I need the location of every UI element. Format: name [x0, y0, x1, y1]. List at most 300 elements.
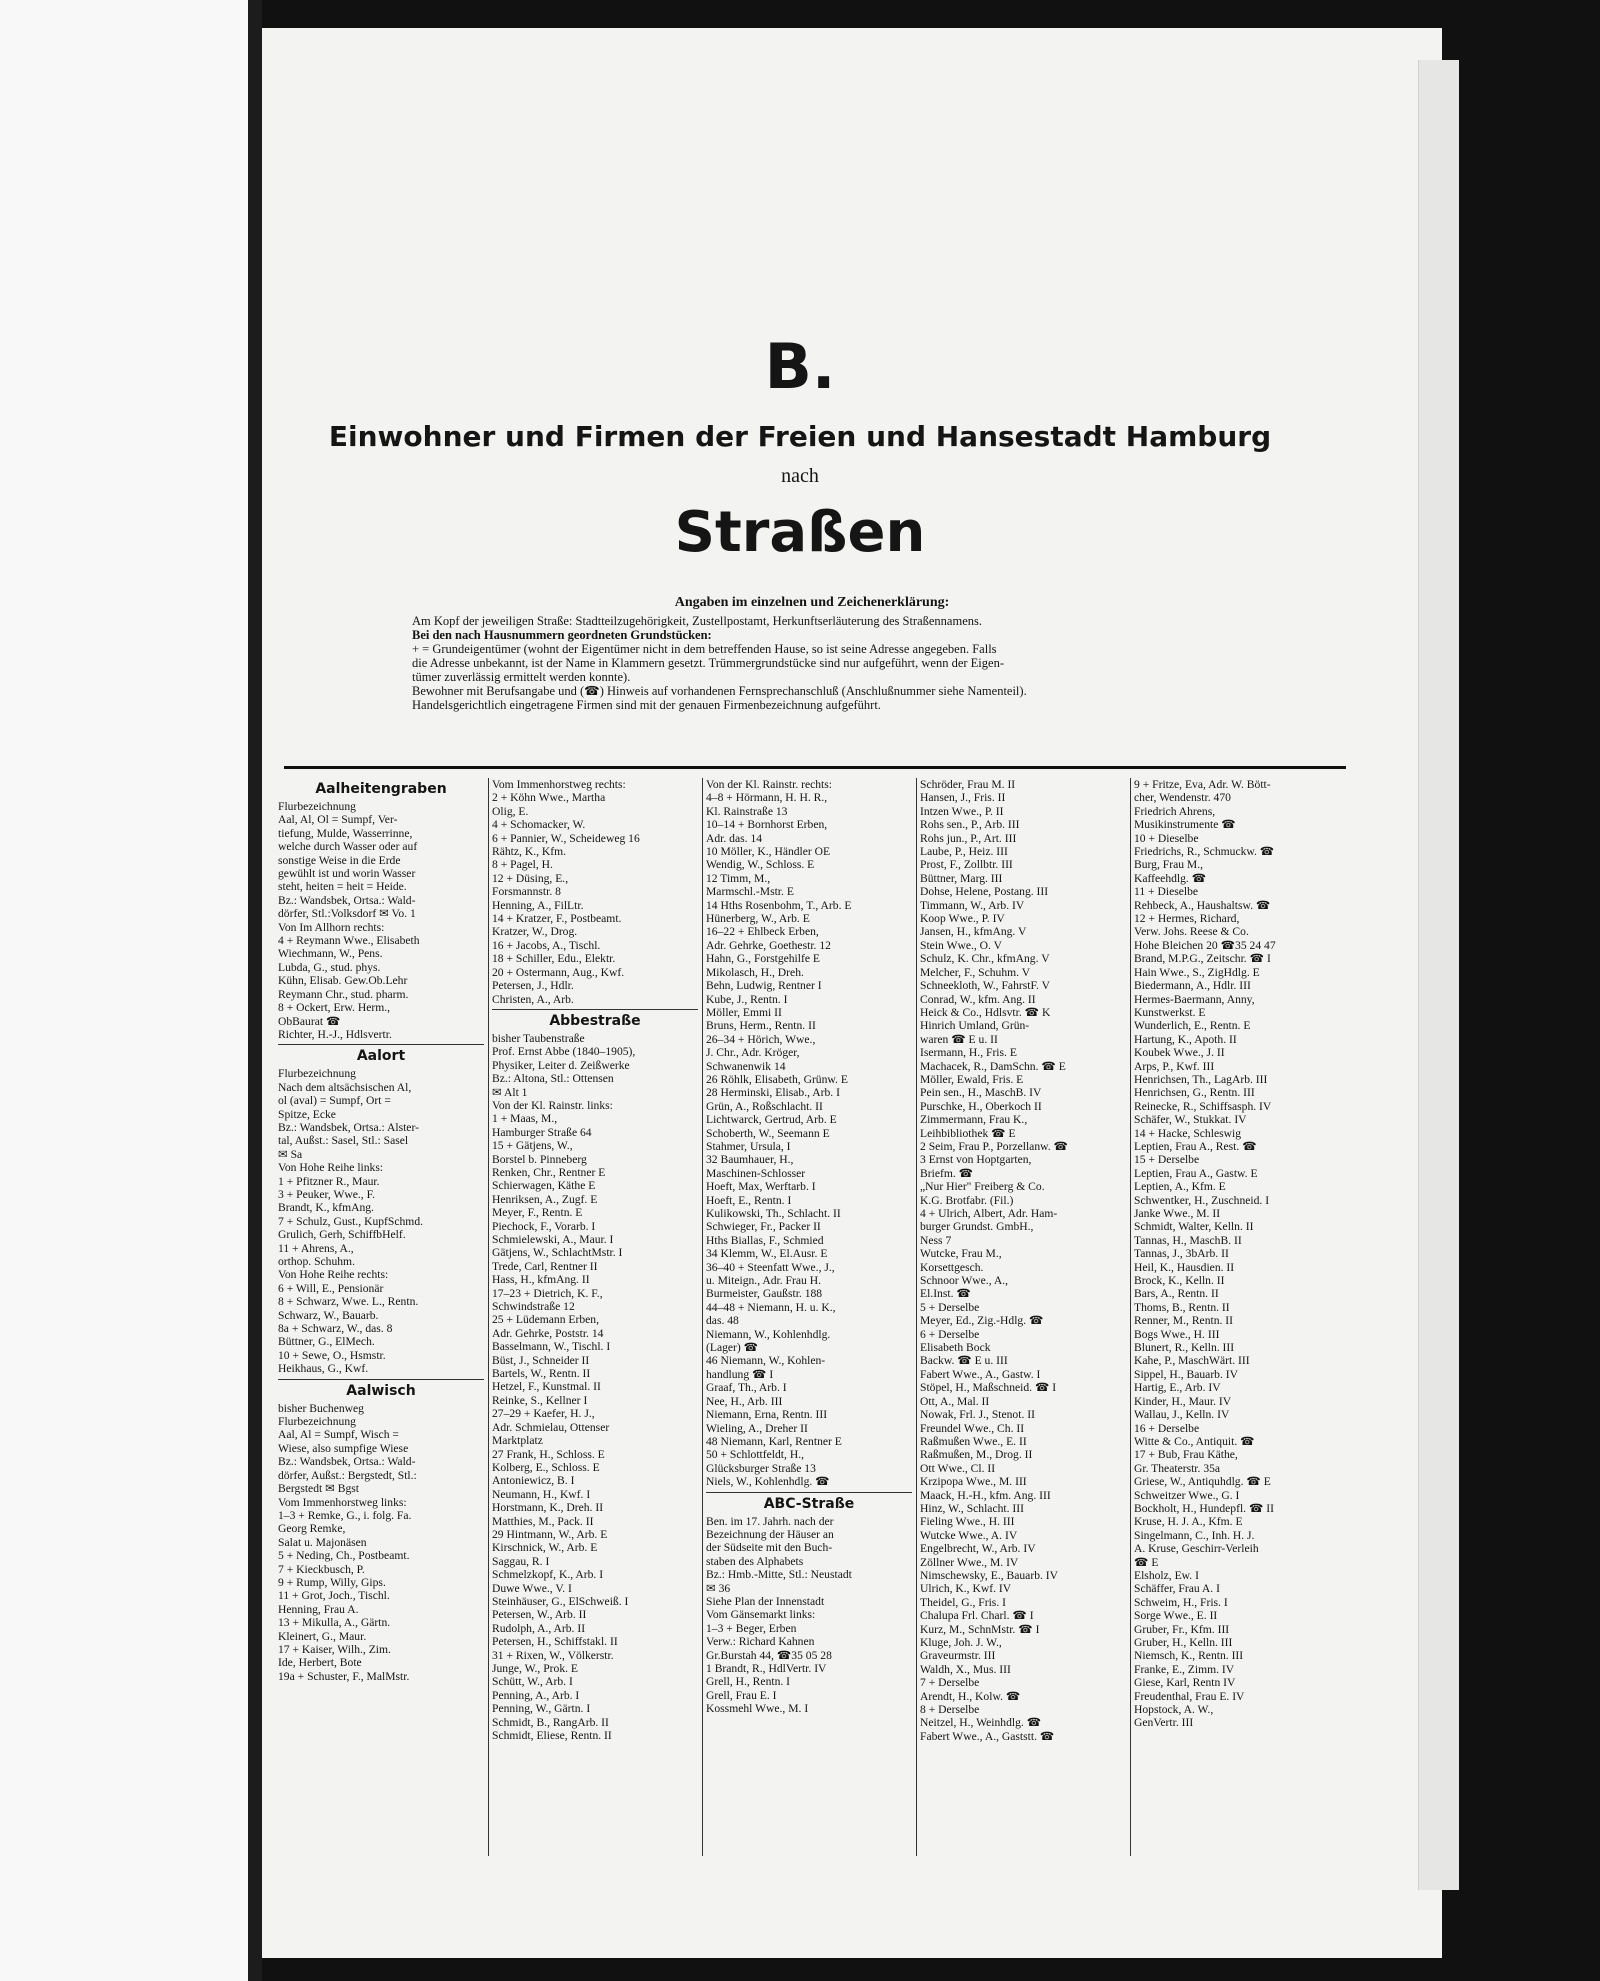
- entry-line: Lubda, G., stud. phys.: [278, 960, 381, 974]
- entry-line: Schmidt, B., RangArb. II: [492, 1715, 609, 1729]
- entry-line: 16 + Derselbe: [1134, 1421, 1200, 1435]
- entry-line: 12 Timm, M.,: [706, 871, 771, 885]
- entry-line: handlung ☎ I: [706, 1367, 774, 1381]
- entry-line: Maack, H.-H., kfm. Ang. III: [920, 1488, 1051, 1502]
- entry-line: Nowak, Frl. J., Stenot. II: [920, 1408, 1035, 1422]
- entry-line: Ben. im 17. Jahrh. nach der: [706, 1514, 834, 1528]
- entry-line: Friedrichs, R., Schmuckw. ☎: [1134, 845, 1275, 859]
- entry-line: cher, Wendenstr. 470: [1134, 791, 1231, 805]
- entry-line: Prof. Ernst Abbe (1840–1905),: [492, 1045, 636, 1059]
- entry-line: 7 + Derselbe: [920, 1676, 980, 1690]
- entry-line: Musikinstrumente ☎: [1134, 818, 1236, 832]
- entry-line: Machacek, R., DamSchn. ☎ E: [920, 1059, 1066, 1073]
- entry-line: Steinhäuser, G., ElSchweiß. I: [492, 1594, 629, 1608]
- entry-line: 44–48 + Niemann, H. u. K.,: [706, 1300, 836, 1314]
- entry-line: ✉ Sa: [278, 1147, 303, 1161]
- entry-line: Friedrich Ahrens,: [1134, 804, 1216, 818]
- entry-line: Schmidt, Walter, Kelln. II: [1134, 1220, 1254, 1234]
- entry-line: Von der Kl. Rainstr. rechts:: [706, 778, 833, 791]
- entry-line: Tannas, J., 3bArb. II: [1134, 1247, 1229, 1261]
- entry-line: Flurbezeichnung: [278, 800, 356, 813]
- entry-line: 4 + Schomacker, W.: [492, 818, 586, 832]
- entry-line: Schäffer, Frau A. I: [1134, 1582, 1220, 1596]
- entry-line: Bruns, Herm., Rentn. II: [706, 1019, 816, 1033]
- entry-line: Fabert Wwe., A., Gaststt. ☎: [920, 1729, 1055, 1743]
- street-separator: [492, 1009, 698, 1010]
- entry-line: 1 + Pfitzner R., Maur.: [278, 1174, 380, 1188]
- entry-line: 18 + Schiller, Edu., Elektr.: [492, 952, 616, 966]
- entry-line: Henrichsen, G., Rentn. III: [1134, 1086, 1255, 1100]
- entry-line: 29 Hintmann, W., Arb. E: [492, 1527, 608, 1541]
- entry-line: Schnoor Wwe., A.,: [920, 1274, 1009, 1288]
- entry-line: Zimmermann, Frau K.,: [920, 1113, 1028, 1127]
- entry-line: Kaffeehdlg. ☎: [1134, 871, 1207, 885]
- legend-line: Am Kopf der jeweiligen Straße: Stadtteilzugehörigkeit, Zustellpostamt, Herkunftserläuterung des Straßennamens.: [412, 614, 982, 628]
- entry-line: Schmidt, Eliese, Rentn. II: [492, 1729, 612, 1743]
- entry-line: Meyer, Ed., Zig.-Hdlg. ☎: [920, 1314, 1044, 1328]
- entry-line: Von Im Allhorn rechts:: [278, 920, 385, 934]
- entry-line: Piechock, F., Vorarb. I: [492, 1219, 596, 1233]
- entry-line: Kluge, Joh. J. W.,: [920, 1636, 1002, 1649]
- entry-line: Saggau, R. I: [492, 1554, 550, 1568]
- entry-line: Burg, Frau M.,: [1134, 858, 1204, 872]
- entry-line: 5 + Derselbe: [920, 1300, 980, 1314]
- entry-line: Meyer, F., Rentn. E: [492, 1206, 583, 1220]
- entry-line: Flurbezeichnung: [278, 1067, 356, 1081]
- entry-line: Grell, Frau E. I: [706, 1688, 777, 1702]
- entry-line: Ott Wwe., Cl. II: [920, 1461, 996, 1475]
- entry-line: Olig, E.: [492, 804, 529, 818]
- entry-line: Bz.: Wandsbek, Ortsa.: Alster-: [278, 1120, 419, 1134]
- entry-line: 17 + Bub, Frau Käthe,: [1134, 1448, 1238, 1462]
- section-letter: B.: [764, 330, 836, 403]
- entry-line: Duwe Wwe., V. I: [492, 1581, 572, 1595]
- entry-line: bisher Buchenweg: [278, 1401, 364, 1415]
- entry-line: Chalupa Frl. Charl. ☎ I: [920, 1609, 1034, 1623]
- entry-line: Fieling Wwe., H. III: [920, 1515, 1015, 1529]
- entry-line: 14 Hths Rosenbohm, T., Arb. E: [706, 898, 852, 912]
- entry-line: Leptien, Frau A., Rest. ☎: [1134, 1139, 1257, 1153]
- entry-line: Leptien, A., Kfm. E: [1134, 1180, 1226, 1194]
- entry-line: der Südseite mit den Buch-: [706, 1541, 833, 1555]
- entry-line: Lichtwarck, Gertrud, Arb. E: [706, 1113, 837, 1127]
- entry-line: Ness 7: [920, 1233, 952, 1247]
- entry-line: Verw.: Richard Kahnen: [706, 1635, 815, 1649]
- entry-line: Hetzel, F., Kunstmal. II: [492, 1380, 601, 1394]
- entry-line: Franke, E., Zimm. IV: [1134, 1662, 1235, 1676]
- entry-line: Wiese, also sumpfige Wiese: [278, 1441, 409, 1455]
- column-divider: [916, 778, 917, 1856]
- entry-line: Schwanenwik 14: [706, 1059, 786, 1073]
- entry-line: Timmann, W., Arb. IV: [920, 898, 1025, 912]
- entry-line: Nee, H., Arb. III: [706, 1394, 783, 1408]
- entry-line: 1–3 + Beger, Erben: [706, 1621, 797, 1635]
- column-3: [706, 778, 912, 1858]
- entry-line: Stahmer, Ursula, I: [706, 1139, 791, 1153]
- entry-line: waren ☎ E u. II: [920, 1032, 998, 1046]
- entry-line: Gr. Theaterstr. 35a: [1134, 1461, 1221, 1475]
- entry-line: das. 48: [706, 1314, 739, 1328]
- scan-margin: [0, 0, 248, 1981]
- entry-line: Kube, J., Rentn. I: [706, 992, 788, 1006]
- entry-line: Burmeister, Gaußstr. 188: [706, 1287, 823, 1301]
- entry-line: Marmschl.-Mstr. E: [706, 885, 794, 899]
- entry-line: Raßmußen, M., Drog. II: [920, 1448, 1033, 1462]
- entry-line: Matthies, M., Pack. II: [492, 1514, 594, 1528]
- entry-line: Korsettgesch.: [920, 1260, 984, 1274]
- entry-line: Adr. Gehrke, Goethestr. 12: [706, 938, 831, 952]
- entry-line: Physiker, Leiter d. Zeißwerke: [492, 1058, 630, 1072]
- entry-line: Behn, Ludwig, Rentner I: [706, 979, 822, 993]
- entry-line: 48 Niemann, Karl, Rentner E: [706, 1434, 842, 1448]
- entry-line: Raßmußen Wwe., E. II: [920, 1434, 1027, 1448]
- entry-line: Hamburger Straße 64: [492, 1125, 592, 1139]
- entry-line: Kleinert, G., Maur.: [278, 1629, 367, 1643]
- entry-line: Gr.Burstah 44, ☎35 05 28: [706, 1648, 832, 1662]
- entry-line: Richter, H.-J., Hdlsvertr.: [278, 1027, 392, 1041]
- street-separator: [278, 1044, 484, 1045]
- legend-heading: Angaben im einzelnen und Zeichenerklärung:: [674, 595, 950, 610]
- entry-line: Krzipopa Wwe., M. III: [920, 1475, 1027, 1489]
- entry-line: Schneekloth, W., FahrstF. V: [920, 979, 1050, 993]
- entry-line: Aal, Al = Sumpf, Wisch =: [278, 1428, 399, 1442]
- entry-line: 11 + Ahrens, A.,: [278, 1241, 354, 1255]
- entry-line: Brand, M.P.G., Zeitschr. ☎ I: [1134, 952, 1271, 966]
- entry-line: Brandt, K., kfmAng.: [278, 1201, 374, 1215]
- entry-line: 1 + Maas, M.,: [492, 1112, 558, 1126]
- entry-line: Büttner, G., ElMech.: [278, 1335, 375, 1349]
- entry-line: 10 + Dieselbe: [1134, 831, 1199, 845]
- entry-line: K.G. Brotfabr. (Fil.): [920, 1193, 1014, 1207]
- column-divider: [1130, 778, 1131, 1856]
- entry-line: Neumann, H., Kwf. I: [492, 1487, 591, 1501]
- entry-line: Grün, A., Roßschlacht. II: [706, 1099, 823, 1113]
- legend-line: tümer zuverlässig ermittelt werden konnte).: [412, 670, 631, 684]
- street-separator: [706, 1492, 912, 1493]
- entry-line: Gruber, H., Kelln. III: [1134, 1636, 1233, 1649]
- entry-line: Wutcke Wwe., A. IV: [920, 1528, 1018, 1542]
- legend-line: Bewohner mit Berufsangabe und (☎) Hinweis auf vorhandenen Fernsprechanschluß (Anschlußnummer siehe Namenteil).: [412, 684, 1027, 698]
- entry-line: Kossmehl Wwe., M. I: [706, 1702, 809, 1716]
- entry-line: Basselmann, W., Tischl. I: [492, 1340, 611, 1354]
- entry-line: 46 Niemann, W., Kohlen-: [706, 1354, 826, 1368]
- entry-line: Mikolasch, H., Dreh.: [706, 965, 804, 979]
- entry-line: 9 + Rump, Willy, Gips.: [278, 1575, 386, 1589]
- entry-line: Bartels, W., Rentn. II: [492, 1367, 591, 1381]
- entry-line: u. Miteign., Adr. Frau H.: [706, 1274, 821, 1288]
- entry-line: Bz.: Wandsbek, Ortsa.: Wald-: [278, 1455, 416, 1469]
- entry-line: Dohse, Helene, Postang. III: [920, 885, 1049, 899]
- entry-line: 7 + Kieckbusch, P.: [278, 1562, 365, 1576]
- entry-line: Hermes-Baermann, Anny,: [1134, 992, 1255, 1006]
- entry-line: Trede, Carl, Rentner II: [492, 1259, 598, 1273]
- entry-line: Leihbibliothek ☎ E: [920, 1126, 1016, 1140]
- entry-line: dörfer, Außst.: Bergstedt, Stl.:: [278, 1468, 417, 1482]
- entry-line: Petersen, H., Schiffstakl. II: [492, 1635, 618, 1649]
- entry-line: Gruber, Fr., Kfm. III: [1134, 1622, 1230, 1636]
- entry-line: Maschinen-Schlosser: [706, 1166, 806, 1180]
- entry-line: gewühlt ist und worin Wasser: [278, 867, 416, 881]
- entry-line: Ott, A., Mal. II: [920, 1394, 990, 1408]
- entry-line: 10–14 + Bornhorst Erben,: [706, 818, 828, 832]
- entry-line: 6 + Pannier, W., Scheideweg 16: [492, 831, 640, 845]
- entry-line: bisher Taubenstraße: [492, 1031, 585, 1045]
- legend-line: die Adresse unbekannt, ist der Name in Klammern gesetzt. Trümmergrundstücke sind nur aufgeführt, wenn der Eigen-: [412, 656, 1004, 670]
- entry-line: Wallau, J., Kelln. IV: [1134, 1408, 1230, 1422]
- entry-line: Koubek Wwe., J. II: [1134, 1046, 1225, 1060]
- entry-line: Kühn, Elisab. Gew.Ob.Lehr: [278, 974, 408, 988]
- entry-line: Hopstock, A. W.,: [1134, 1703, 1214, 1717]
- entry-line: 10 Möller, K., Händler OE: [706, 845, 831, 859]
- entry-line: „Nur Hier" Freiberg & Co.: [920, 1180, 1045, 1194]
- entry-line: Kurz, M., SchnMstr. ☎ I: [920, 1622, 1040, 1636]
- entry-line: Rähtz, K., Kfm.: [492, 845, 567, 859]
- column-1: [278, 778, 484, 1858]
- entry-line: Henrichsen, Th., LagArb. III: [1134, 1072, 1268, 1086]
- entry-line: Bogs Wwe., H. III: [1134, 1327, 1220, 1341]
- entry-line: 6 + Derselbe: [920, 1327, 980, 1341]
- entry-line: ☎ E: [1134, 1555, 1159, 1569]
- column-5: [1134, 778, 1340, 1858]
- column-divider: [702, 778, 703, 1856]
- entry-line: Laube, P., Heiz. III: [920, 845, 1008, 859]
- entry-line: 27 Frank, H., Schloss. E: [492, 1447, 605, 1461]
- entry-line: (Lager) ☎: [706, 1341, 759, 1355]
- entry-line: Bz.: Hmb.-Mitte, Stl.: Neustadt: [706, 1568, 852, 1582]
- entry-line: Sorge Wwe., E. II: [1134, 1609, 1218, 1623]
- entry-line: 20 + Ostermann, Aug., Kwf.: [492, 965, 625, 979]
- entry-line: steht, heiten = heit = Heide.: [278, 880, 407, 894]
- entry-line: Von der Kl. Rainstr. links:: [492, 1098, 613, 1112]
- entry-line: 26–34 + Hörich, Wwe.,: [706, 1032, 816, 1046]
- entry-line: Niels, W., Kohlenhdlg. ☎: [706, 1475, 830, 1489]
- entry-line: Witte & Co., Antiquit. ☎: [1134, 1434, 1255, 1448]
- entry-line: burger Grundst. GmbH.,: [920, 1220, 1034, 1234]
- entry-line: Schwarz, W., Bauarb.: [278, 1308, 379, 1322]
- legend: [412, 596, 1212, 712]
- entry-line: Singelmann, C., Inh. H. J.: [1134, 1528, 1255, 1542]
- entry-line: Hinz, W., Schlacht. III: [920, 1501, 1024, 1515]
- entry-line: Adr. Schmielau, Ottenser: [492, 1420, 610, 1434]
- entry-line: Tannas, H., MaschB. II: [1134, 1233, 1242, 1247]
- entry-line: 1 Brandt, R., HdlVertr. IV: [706, 1662, 827, 1675]
- entry-line: Horstmann, K., Dreh. II: [492, 1501, 604, 1515]
- entry-line: 8 + Derselbe: [920, 1703, 980, 1717]
- entry-line: Bz.: Wandsbek, Ortsa.: Wald-: [278, 893, 416, 907]
- entry-line: Reymann Chr., stud. pharm.: [278, 987, 409, 1001]
- entry-line: Leptien, Frau A., Gastw. E: [1134, 1166, 1258, 1180]
- entry-line: Bars, A., Rentn. II: [1134, 1287, 1219, 1301]
- entry-line: Nimschewsky, E., Bauarb. IV: [920, 1568, 1059, 1582]
- entry-line: 8 + Pagel, H.: [492, 858, 553, 872]
- entry-line: Hths Biallas, F., Schmied: [706, 1233, 824, 1247]
- entry-line: Schwieger, Fr., Packer II: [706, 1220, 821, 1234]
- entry-line: Heil, K., Hausdien. II: [1134, 1260, 1235, 1274]
- entry-line: Heick & Co., Hdlsvtr. ☎ K: [920, 1005, 1051, 1019]
- entry-line: orthop. Schuhm.: [278, 1255, 355, 1268]
- entry-line: Möller, Ewald, Fris. E: [920, 1072, 1024, 1086]
- street-heading: Aalheitengraben: [315, 781, 447, 797]
- entry-line: GenVertr. III: [1134, 1716, 1194, 1730]
- entry-line: Kunstwerkst. E: [1134, 1005, 1206, 1019]
- entry-line: Adr. Gehrke, Poststr. 14: [492, 1326, 604, 1340]
- entry-line: 3 + Peuker, Wwe., F.: [278, 1187, 376, 1201]
- entry-line: Jansen, H., kfmAng. V: [920, 925, 1027, 939]
- entry-line: J. Chr., Adr. Kröger,: [706, 1046, 800, 1060]
- entry-line: Hohe Bleichen 20 ☎35 24 47: [1134, 938, 1276, 952]
- entry-line: Zöllner Wwe., M. IV: [920, 1555, 1019, 1569]
- street-heading: ABC-Straße: [763, 1495, 855, 1512]
- entry-line: Reinecke, R., Schiffsasph. IV: [1134, 1099, 1272, 1113]
- entry-line: Wieling, A., Dreher II: [706, 1421, 808, 1435]
- header-rule: [284, 766, 1346, 769]
- entry-line: Elsholz, Ew. I: [1134, 1568, 1199, 1582]
- entry-line: Von Hohe Reihe links:: [278, 1161, 384, 1175]
- entry-line: Griese, W., Antiquhdlg. ☎ E: [1134, 1475, 1271, 1489]
- entry-line: El.Inst. ☎: [920, 1287, 971, 1301]
- entry-line: 4 + Ulrich, Albert, Adr. Ham-: [920, 1207, 1058, 1220]
- entry-line: Engelbrecht, W., Arb. IV: [920, 1542, 1036, 1556]
- entry-line: 13 + Mikulla, A., Gärtn.: [278, 1616, 391, 1630]
- document-title: Einwohner und Firmen der Freien und Hansestadt Hamburg: [328, 420, 1272, 453]
- entry-line: Georg Remke,: [278, 1522, 346, 1536]
- entry-line: Stöpel, H., Maßschneid. ☎ I: [920, 1381, 1057, 1395]
- entry-line: Arendt, H., Kolw. ☎: [920, 1689, 1021, 1703]
- entry-line: Ulrich, K., Kwf. IV: [920, 1582, 1012, 1596]
- entry-line: 17–23 + Dietrich, K. F.,: [492, 1286, 603, 1300]
- entry-line: Siehe Plan der Innenstadt: [706, 1594, 825, 1608]
- entry-line: Graveurmstr. III: [920, 1649, 996, 1663]
- entry-line: Marktplatz: [492, 1434, 543, 1448]
- entry-line: 15 + Derselbe: [1134, 1153, 1200, 1167]
- entry-line: Antoniewicz, B. I: [492, 1474, 575, 1488]
- entry-line: Reinke, S., Kellner I: [492, 1393, 588, 1407]
- entry-line: Schütt, W., Arb. I: [492, 1675, 573, 1689]
- entry-line: Biedermann, A., Hdlr. III: [1134, 979, 1251, 993]
- entry-line: Henning, A., FilLtr.: [492, 898, 584, 912]
- entry-line: Kulikowski, Th., Schlacht. II: [706, 1207, 841, 1220]
- entry-line: A. Kruse, Geschirr-Verleih: [1134, 1542, 1259, 1556]
- entry-line: Theidel, G., Fris. I: [920, 1595, 1006, 1609]
- entry-line: Bockholt, H., Hundepfl. ☎ II: [1134, 1501, 1275, 1515]
- entry-line: Vom Immenhorstweg links:: [278, 1495, 407, 1509]
- entry-line: 11 + Grot, Joch., Tischl.: [278, 1589, 390, 1603]
- entry-line: 8a + Schwarz, W., das. 8: [278, 1322, 393, 1336]
- entry-line: Büttner, Marg. III: [920, 871, 1003, 885]
- entry-line: Kratzer, W., Drog.: [492, 925, 578, 939]
- entry-line: 5 + Neding, Ch., Postbeamt.: [278, 1549, 410, 1563]
- entry-line: Adr. das. 14: [706, 831, 763, 845]
- entry-line: Spitze, Ecke: [278, 1107, 336, 1121]
- legend-line: Handelsgerichtlich eingetragene Firmen sind mit der genauen Firmenbezeichnung aufgeführt.: [412, 698, 881, 712]
- entry-line: Thoms, B., Rentn. II: [1134, 1300, 1230, 1314]
- entry-line: Hartig, E., Arb. IV: [1134, 1381, 1221, 1395]
- entry-line: Forsmannstr. 8: [492, 885, 561, 899]
- entry-line: dörfer, Stl.:Volksdorf ✉ Vo. 1: [278, 907, 416, 921]
- entry-line: Niemann, Erna, Rentn. III: [706, 1408, 828, 1422]
- entry-line: 34 Klemm, W., El.Ausr. E: [706, 1247, 828, 1261]
- entry-line: Junge, W., Prok. E: [492, 1662, 578, 1675]
- entry-line: Sippel, H., Bauarb. IV: [1134, 1367, 1239, 1381]
- entry-line: Wendig, W., Schloss. E: [706, 858, 815, 872]
- entry-line: staben des Alphabets: [706, 1554, 804, 1568]
- entry-line: Elisabeth Bock: [920, 1341, 991, 1355]
- entry-line: Henriksen, A., Zugf. E: [492, 1192, 598, 1206]
- entry-line: Schweitzer Wwe., G. I: [1134, 1488, 1240, 1502]
- entry-line: Purschke, H., Oberkoch II: [920, 1099, 1042, 1113]
- entry-line: 4–8 + Hörmann, H. H. R.,: [706, 791, 828, 805]
- directory-columns: [278, 778, 1348, 1848]
- entry-line: Janke Wwe., M. II: [1134, 1207, 1221, 1220]
- entry-line: Borstel b. Pinneberg: [492, 1152, 587, 1166]
- entry-line: 15 + Gätjens, W.,: [492, 1139, 573, 1153]
- entry-line: Kirschnick, W., Arb. E: [492, 1541, 598, 1555]
- entry-line: tiefung, Mulde, Wasserrinne,: [278, 826, 413, 840]
- street-heading: Aalwisch: [346, 1382, 416, 1399]
- title-connector: nach: [781, 465, 819, 487]
- entry-line: Rehbeck, A., Haushaltsw. ☎: [1134, 898, 1271, 912]
- entry-line: Von Hohe Reihe rechts:: [278, 1268, 389, 1282]
- entry-line: Kl. Rainstraße 13: [706, 804, 788, 818]
- entry-line: Niemsch, K., Rentn. III: [1134, 1649, 1244, 1663]
- entry-line: 19a + Schuster, F., MalMstr.: [278, 1669, 410, 1683]
- entry-line: 1–3 + Remke, G., i. folg. Fa.: [278, 1508, 412, 1522]
- entry-line: Wunderlich, E., Rentn. E: [1134, 1019, 1251, 1033]
- entry-line: 4 + Reymann Wwe., Elisabeth: [278, 934, 420, 948]
- entry-line: Vom Immenhorstweg rechts:: [492, 778, 626, 791]
- entry-line: Giese, Karl, Rentn IV: [1134, 1676, 1236, 1690]
- entry-line: Schäfer, W., Stukkat. IV: [1134, 1113, 1247, 1127]
- entry-line: ol (aval) = Sumpf, Ort =: [278, 1094, 391, 1108]
- column-divider: [488, 778, 489, 1856]
- entry-line: tal, Außst.: Sasel, Stl.: Sasel: [278, 1134, 409, 1148]
- entry-line: Hain Wwe., S., ZigHdlg. E: [1134, 965, 1260, 979]
- entry-line: 8 + Ockert, Erw. Herm.,: [278, 1001, 391, 1015]
- legend-line: Bei den nach Hausnummern geordneten Grundstücken:: [412, 628, 712, 642]
- entry-line: Kruse, H. J. A., Kfm. E: [1134, 1515, 1243, 1529]
- entry-line: Möller, Emmi II: [706, 1005, 782, 1019]
- entry-line: Hünerberg, W., Arb. E: [706, 912, 810, 926]
- entry-line: Petersen, J., Hdlr.: [492, 979, 574, 993]
- entry-line: 17 + Kaiser, Wilh., Zim.: [278, 1642, 391, 1656]
- entry-line: Penning, A., Arb. I: [492, 1688, 580, 1702]
- entry-line: Schweim, H., Fris. I: [1134, 1595, 1228, 1609]
- entry-line: 25 + Lüdemann Erben,: [492, 1313, 599, 1327]
- entry-line: Hoeft, Max, Werftarb. I: [706, 1180, 816, 1194]
- entry-line: Penning, W., Gärtn. I: [492, 1702, 591, 1716]
- entry-line: Wutcke, Frau M.,: [920, 1247, 1002, 1261]
- entry-line: Gätjens, W., SchlachtMstr. I: [492, 1246, 623, 1260]
- entry-line: 12 + Hermes, Richard,: [1134, 912, 1240, 926]
- column-4: [920, 778, 1126, 1858]
- entry-line: 3 Ernst von Hoptgarten,: [920, 1153, 1032, 1167]
- entry-line: Isermann, H., Fris. E: [920, 1046, 1017, 1060]
- entry-line: Schröder, Frau M. II: [920, 778, 1016, 791]
- entry-line: ✉ Alt 1: [492, 1085, 528, 1099]
- entry-line: 14 + Hacke, Schleswig: [1134, 1126, 1241, 1140]
- column-2: [492, 778, 698, 1858]
- entry-line: Conrad, W., kfm. Ang. II: [920, 992, 1036, 1006]
- entry-line: Hansen, J., Fris. II: [920, 791, 1006, 805]
- entry-line: Hass, H., kfmAng. II: [492, 1273, 590, 1287]
- entry-line: Backw. ☎ E u. III: [920, 1354, 1008, 1368]
- entry-line: Rudolph, A., Arb. II: [492, 1621, 586, 1635]
- entry-line: Niemann, W., Kohlenhdlg.: [706, 1327, 831, 1341]
- entry-line: Wiechmann, W., Pens.: [278, 947, 383, 961]
- entry-line: Hartung, K., Apoth. II: [1134, 1032, 1237, 1046]
- entry-line: 32 Baumhauer, H.,: [706, 1153, 794, 1167]
- entry-line: 9 + Fritze, Eva, Adr. W. Bött-: [1134, 778, 1271, 791]
